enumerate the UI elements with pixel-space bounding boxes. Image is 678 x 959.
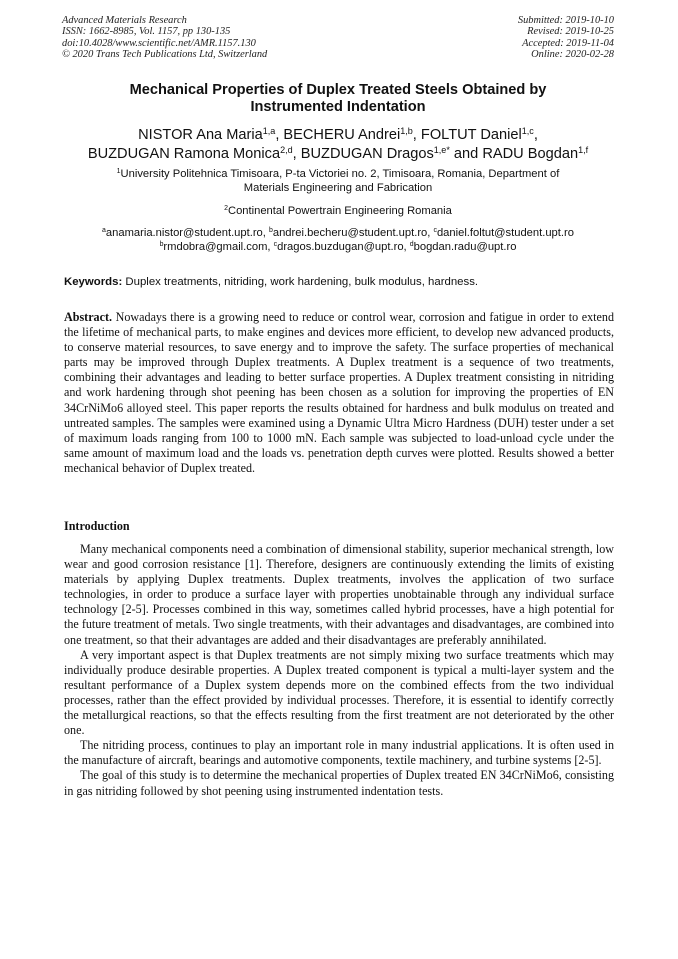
journal-copyright: © 2020 Trans Tech Publications Ltd, Switzerland: [62, 49, 268, 61]
title-line-1: Mechanical Properties of Duplex Treated Steels Obtained by: [129, 82, 547, 98]
author-name: BUZDUGAN Ramona Monica: [87, 145, 281, 162]
paragraph: Many mechanical components need a combination of dimensional stability, superior mechanical strength, low wear and good corrosion resistance [1]. Therefore, designers are continuously extending the limits of existing materials by applying Duplex treatments. Duplex treatments, involves the application of two surface technologies, in order to produce a surface layer with properties unobtainable through any individual surface technology [2-5]. Processes combined in this way, sometimes called hybrid processes, have a high potential for the future treatment of metals. Two single treatments, with their advantages and disadvantages, are combined into one treatment, so that their advantages are added and their disadvantages are preferably annihilated.: [64, 542, 614, 647]
date-online: Online: 2020-02-28: [531, 49, 614, 61]
author-sep: ,: [292, 145, 301, 162]
email-address[interactable]: andrei.becheru@student.upt.ro,: [272, 227, 434, 239]
keywords: [64, 275, 614, 289]
title-line-2: Instrumented Indentation: [250, 99, 426, 115]
email-address[interactable]: dragos.buzdugan@upt.ro,: [277, 241, 410, 254]
email-address[interactable]: bogdan.radu@upt.ro: [413, 241, 517, 254]
journal-doi: doi:10.4028/www.scientific.net/AMR.1157.130: [62, 37, 256, 49]
author-name: NISTOR Ana Maria: [138, 127, 263, 143]
keywords-text: Duplex treatments, nitriding, work hardening, bulk modulus, hardness.: [122, 276, 479, 288]
email-sup: c: [273, 241, 278, 249]
email-sup: d: [409, 241, 414, 249]
author-emails: [62, 226, 614, 255]
publication-dates: [518, 15, 614, 61]
author-sup: 1,f: [578, 144, 589, 155]
section-heading-introduction: Introduction: [64, 519, 130, 533]
author-name: FOLTUT Daniel: [420, 127, 522, 143]
email-address[interactable]: rmdobra@gmail.com,: [163, 241, 274, 254]
email-sup: b: [159, 241, 164, 249]
journal-info: [62, 15, 267, 61]
affiliation-sup: 2: [224, 205, 228, 213]
author-sep: ,: [533, 127, 538, 143]
author-sup: 1,a: [262, 126, 276, 137]
author-sup: 1,c: [521, 126, 534, 137]
abstract-label: Abstract.: [64, 310, 113, 324]
affiliation-1-line-1: University Politehnica Timisoara, P-ta Victoriei no. 2, Timisoara, Romania, Department of: [120, 168, 560, 180]
affiliation-1: [62, 167, 614, 196]
author-name: BUZDUGAN Dragos: [300, 145, 434, 162]
affiliation-2-text: Continental Powertrain Engineering Romania: [227, 205, 452, 217]
author-sep: ,: [412, 127, 421, 143]
author-name: RADU Bogdan: [482, 145, 579, 162]
date-submitted: Submitted: 2019-10-10: [517, 15, 614, 26]
author-sep: ,: [275, 127, 284, 143]
author-sup: 2,d: [280, 144, 293, 155]
journal-issn: ISSN: 1662-8985, Vol. 1157, pp 130-135: [62, 26, 231, 38]
author-name: BECHERU Andrei: [283, 127, 401, 143]
date-accepted: Accepted: 2019-11-04: [522, 37, 614, 49]
journal-name: Advanced Materials Research: [62, 15, 187, 26]
author-list: [62, 126, 614, 163]
date-revised: Revised: 2019-10-25: [527, 26, 614, 38]
email-address[interactable]: daniel.foltut@student.upt.ro: [436, 227, 574, 239]
email-sup: c: [433, 227, 437, 235]
paper-title: [62, 82, 614, 116]
affiliation-sup: 1: [116, 168, 121, 176]
email-address[interactable]: anamaria.nistor@student.upt.ro,: [105, 227, 269, 239]
author-sup: 1,e*: [433, 144, 450, 155]
paragraph: A very important aspect is that Duplex treatments are not simply mixing two surface treatments which may individually produce desirable properties. A Duplex treated component is typical a multi-layer system and the resultant performance of a Duplex system depends more on the combined effects from the two individual processes, rather than the effect provided by individual processes. Therefore, it is essential to identify correctly the metallurgical reactions, so that the effects resulting from the first treatment are not deteriorated by the other one.: [64, 647, 614, 738]
keywords-label: Keywords:: [64, 276, 123, 288]
paragraph: The nitriding process, continues to play an important role in many industrial applications. It is often used in the manufacture of aircraft, bearings and automotive components, textile machinery, and turbine systems [2-5].: [64, 738, 614, 768]
paragraph: The goal of this study is to determine the mechanical properties of Duplex treated EN 34CrNiMo6, consisting in gas nitriding followed by shot peening using instrumented indentation tests.: [64, 768, 614, 798]
introduction-body: [64, 542, 614, 799]
author-sep: and: [449, 145, 483, 162]
author-sup: 1,b: [400, 126, 413, 137]
affiliation-1-line-2: Materials Engineering and Fabrication: [243, 182, 433, 195]
abstract-text: Nowadays there is a growing need to reduce or control wear, corrosion and fatigue in order to extend the lifetime of mechanical parts, to make engines and devices more efficient, to develop new advanced products, to conserve material resources, to save energy and to improve the safety. The surface properties of mechanical parts may be improved through Duplex treatments. A Duplex treatment is a sequence of two treatments, combining their advantages and leading to better surface properties. A Duplex treatment consisting in nitriding and work hardening through shot peening has been chosen as a solution for improving the properties of EN 34CrNiMo6 alloyed steel. This paper reports the results obtained for hardness and bulk modulus on treated and untreated samples. The samples were examined using a Dynamic Ultra Micro Hardness (DUH) tester under a set of maximum loads ranging from 100 to 1000 mN. Each sample was subjected to load-unload cycle under the same amount of maximum load and the loads vs. penetration depth curves were plotted. Results showed a better mechanical behavior of Duplex treated.: [64, 310, 614, 475]
affiliation-2: [62, 204, 614, 218]
email-sup: b: [269, 227, 273, 235]
email-sup: a: [102, 227, 106, 235]
abstract: [64, 310, 614, 476]
